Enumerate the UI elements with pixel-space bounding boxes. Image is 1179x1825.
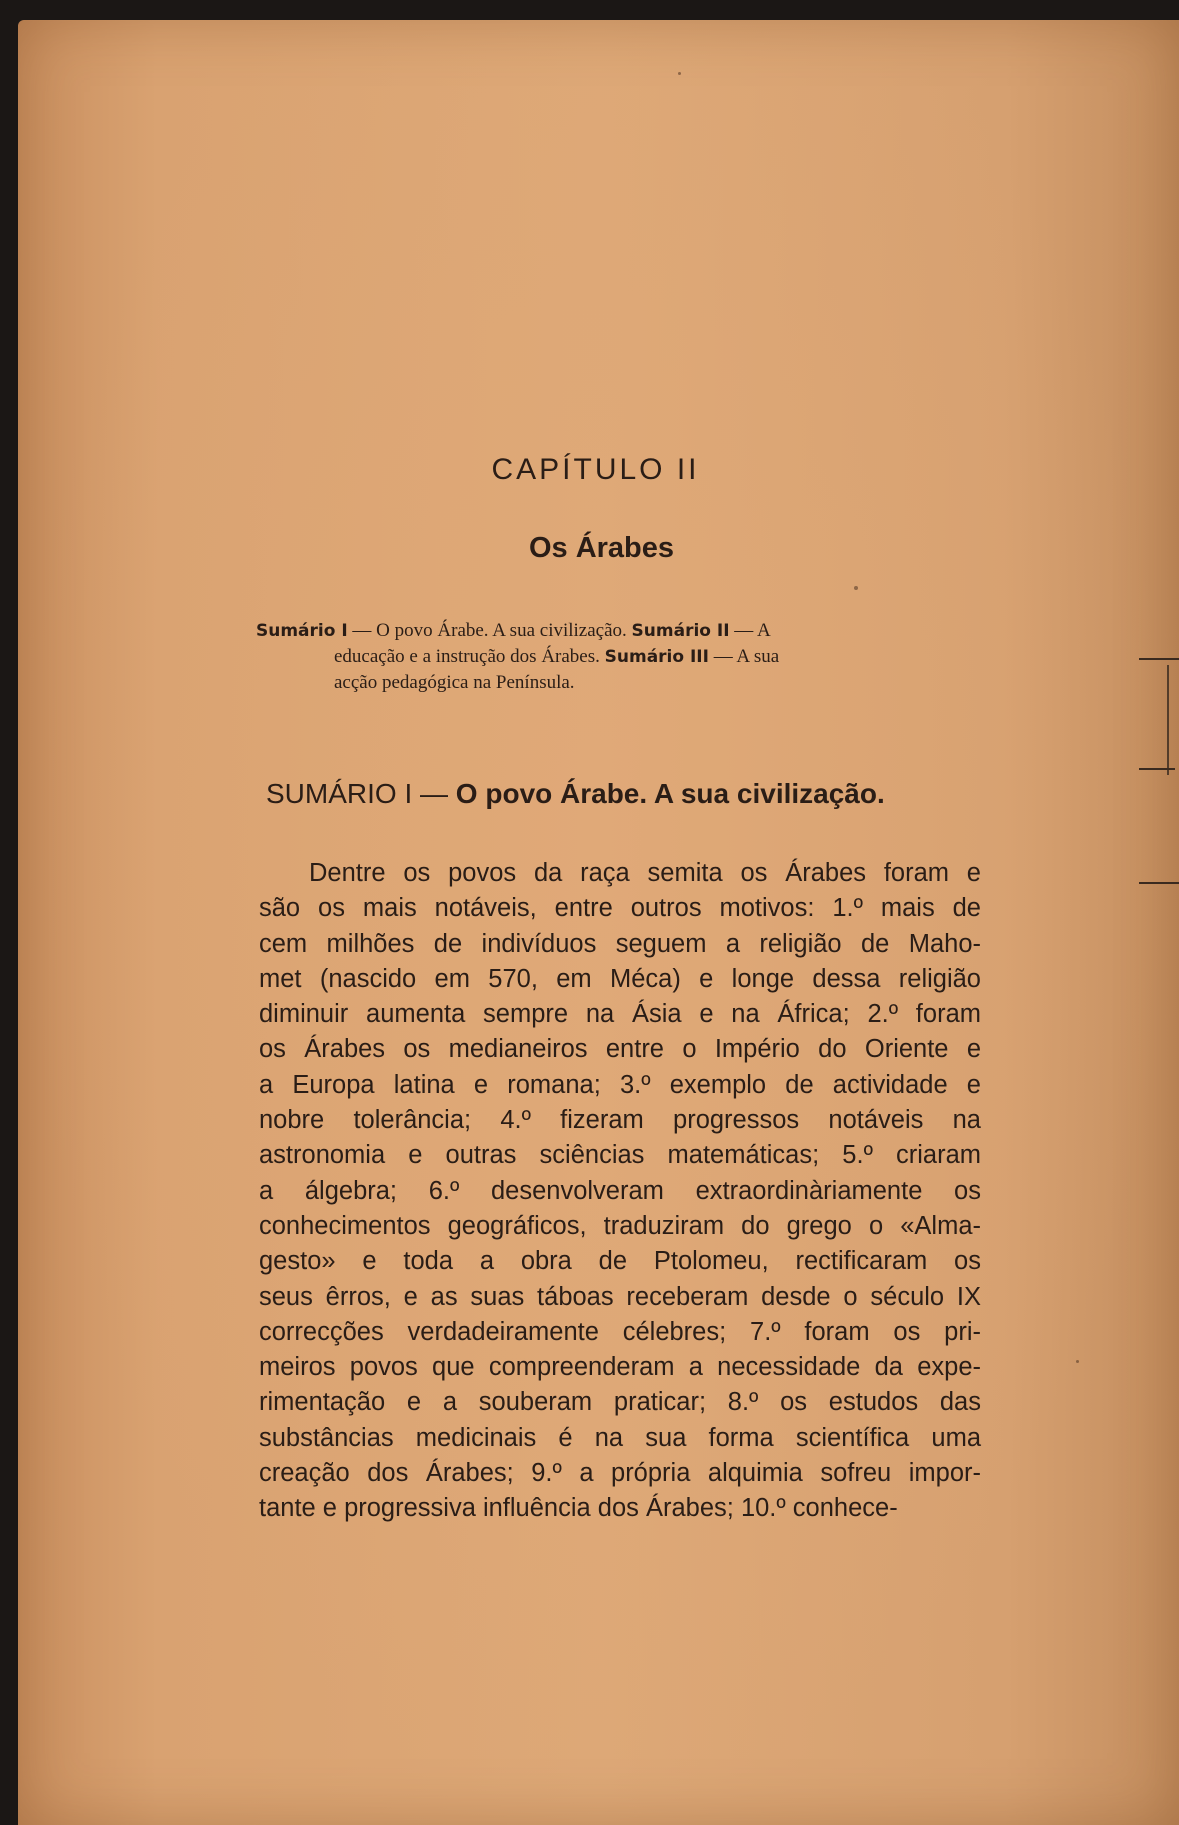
paper-speck [678,72,681,75]
summary-text: educação e a instrução dos Árabes. [334,646,605,667]
section-heading [266,778,885,810]
body-line: os Árabes os medianeiros entre o Império do Oriente e [259,1035,981,1064]
edge-tick [1139,882,1179,884]
summary-label: Sumário II [631,621,730,641]
section-prefix: SUMÁRIO I — [266,778,456,809]
summary-line-3: acção pedagógica na Península. [334,672,575,693]
edge-bar [1167,665,1169,775]
chapter-heading: CAPÍTULO II [491,453,700,486]
body-line: creação dos Árabes; 9.º a própria alquimia sofreu impor- [259,1459,981,1488]
paper-speck [854,586,858,590]
body-line: substâncias medicinais é na sua forma scientífica uma [259,1423,981,1452]
summary-label: Sumário I [256,621,348,641]
summary-text: — O povo Árabe. A sua civilização. [347,620,632,641]
paper-speck [1076,1360,1079,1363]
body-line: são os mais notáveis, entre outros motivos: 1.º mais de [259,894,981,923]
body-line: nobre tolerância; 4.º fizeram progressos notáveis na [259,1106,981,1135]
body-line: rimentação e a souberam praticar; 8.º os estudos das [259,1388,981,1417]
body-line: cem milhões de indivíduos seguem a religião de Maho- [259,929,981,958]
body-line: seus êrros, e as suas táboas receberam desde o século IX [259,1282,981,1311]
summary-line-2 [334,644,982,670]
body-line: diminuir aumenta sempre na Ásia e na África; 2.º foram [259,1000,981,1029]
edge-tick [1139,658,1179,660]
body-line: a álgebra; 6.º desenvolveram extraordinàriamente os [259,1176,981,1205]
chapter-title: Os Árabes [528,532,675,564]
summary-line-1 [256,618,982,644]
body-line: meiros povos que compreenderam a necessidade da expe- [259,1353,981,1382]
summary-label: Sumário III [604,647,709,667]
chapter-summary [250,618,982,696]
edge-tick [1139,768,1175,770]
book-page [18,20,1179,1825]
body-line: astronomia e outras sciências matemáticas; 5.º criaram [259,1141,981,1170]
body-line: met (nascido em 570, em Méca) e longe dessa religião [259,964,981,993]
summary-text: — A [729,620,771,641]
body-line: gesto» e toda a obra de Ptolomeu, rectificaram os [259,1247,981,1276]
body-line: tante e progressiva influência dos Árabes; 10.º conhece- [259,1494,898,1523]
body-line: a Europa latina e romana; 3.º exemplo de actividade e [259,1070,981,1099]
body-line: Dentre os povos da raça semita os Árabes foram e [309,859,981,887]
section-title: O povo Árabe. A sua civilização. [455,778,885,809]
body-paragraph [259,856,981,1527]
body-line: correcções verdadeiramente célebres; 7.º foram os pri- [259,1317,981,1346]
summary-text: — A sua [708,646,780,667]
body-line: conhecimentos geográficos, traduziram do grego o «Alma- [259,1211,981,1240]
edge-marks [1139,640,1179,890]
